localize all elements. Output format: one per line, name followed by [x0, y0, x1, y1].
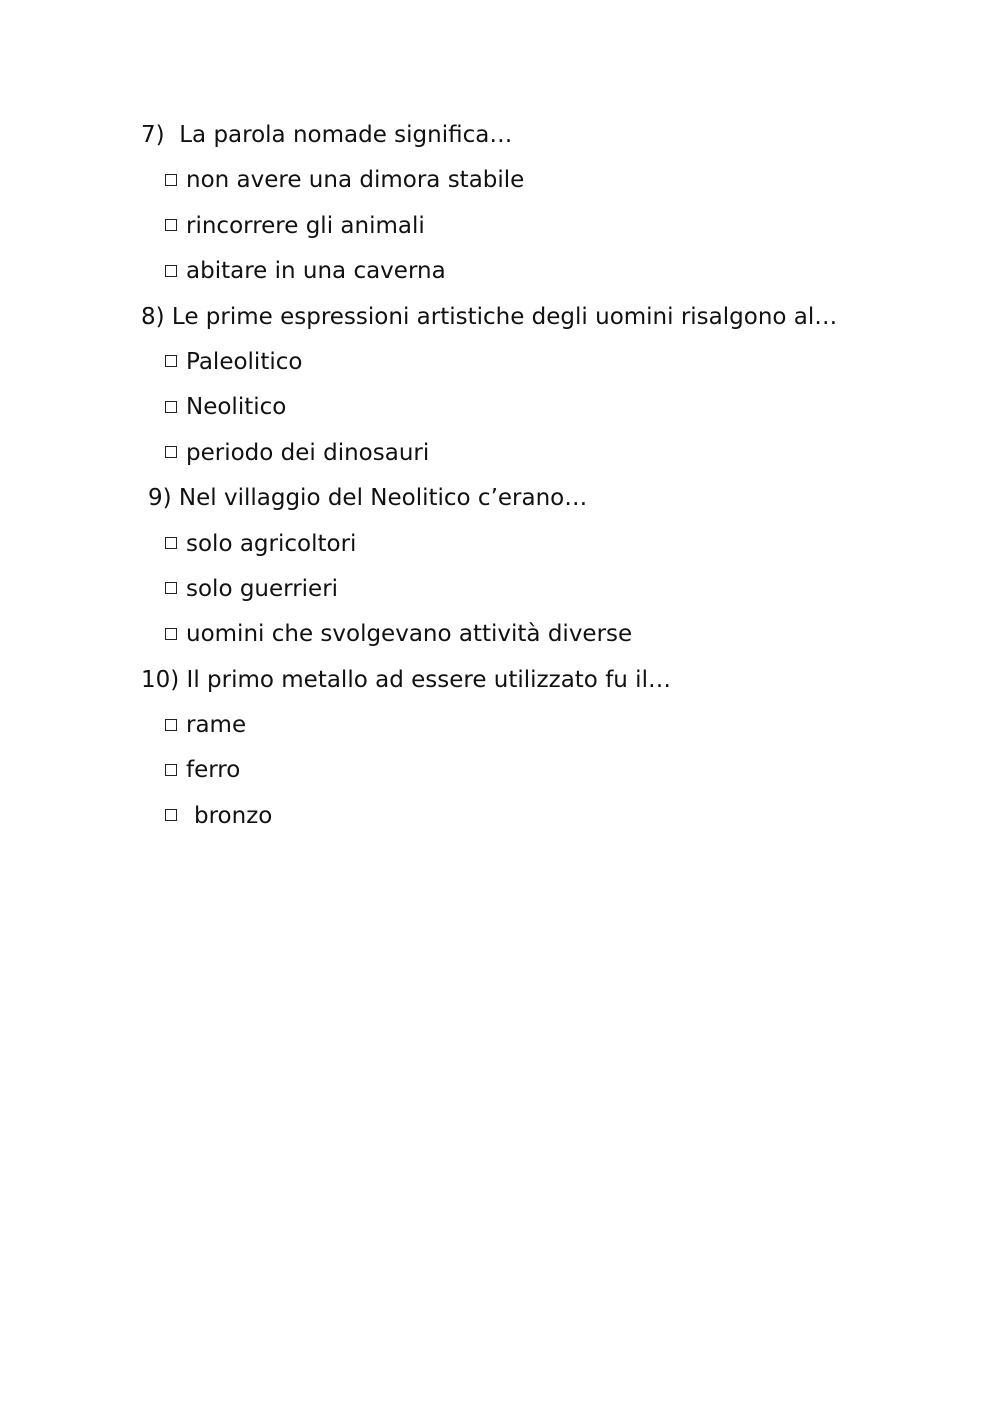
question-8: 8) Le prime espressioni artistiche degli uomini risalgono al… [141, 303, 838, 330]
answer-option[interactable] [0, 385, 1000, 430]
checkbox-icon[interactable] [165, 537, 177, 549]
answer-option[interactable] [0, 567, 1000, 612]
answer-option[interactable] [0, 794, 1000, 839]
answer-label: Neolitico [186, 394, 287, 421]
checkbox-icon[interactable] [165, 719, 177, 731]
checkbox-icon[interactable] [165, 265, 177, 277]
checkbox-icon[interactable] [165, 809, 177, 821]
question-7: 7) La parola nomade significa… [141, 122, 513, 148]
answer-option[interactable] [0, 204, 1000, 249]
answer-label: ferro [186, 757, 241, 784]
answer-label: periodo dei dinosauri [186, 439, 430, 466]
answer-option[interactable] [0, 158, 1000, 203]
question-10: 10) Il primo metallo ad essere utilizzato fu il… [141, 666, 671, 693]
answer-label: bronzo [194, 802, 273, 829]
answer-option[interactable] [0, 340, 1000, 385]
answer-label: uomini che svolgevano attività diverse [186, 621, 633, 648]
answer-option[interactable] [0, 612, 1000, 657]
answer-option[interactable] [0, 703, 1000, 748]
checkbox-icon[interactable] [165, 355, 177, 367]
checkbox-icon[interactable] [165, 628, 177, 640]
answer-label: rame [186, 712, 247, 739]
answer-label: abitare in una caverna [186, 258, 446, 285]
answer-option[interactable] [0, 431, 1000, 476]
answer-option[interactable] [0, 748, 1000, 793]
answer-label: non avere una dimora stabile [186, 167, 525, 194]
answer-label: Paleolitico [186, 348, 303, 375]
answer-label: solo guerrieri [186, 575, 339, 602]
answer-label: solo agricoltori [186, 530, 357, 557]
checkbox-icon[interactable] [165, 174, 177, 186]
checkbox-icon[interactable] [165, 582, 177, 594]
answer-option[interactable] [0, 522, 1000, 567]
quiz-sheet [0, 113, 1000, 839]
checkbox-icon[interactable] [165, 219, 177, 231]
checkbox-icon[interactable] [165, 401, 177, 413]
answer-option[interactable] [0, 249, 1000, 294]
checkbox-icon[interactable] [165, 764, 177, 776]
answer-label: rincorrere gli animali [186, 212, 425, 239]
question-9: 9) Nel villaggio del Neolitico c’erano… [148, 485, 588, 512]
checkbox-icon[interactable] [165, 446, 177, 458]
